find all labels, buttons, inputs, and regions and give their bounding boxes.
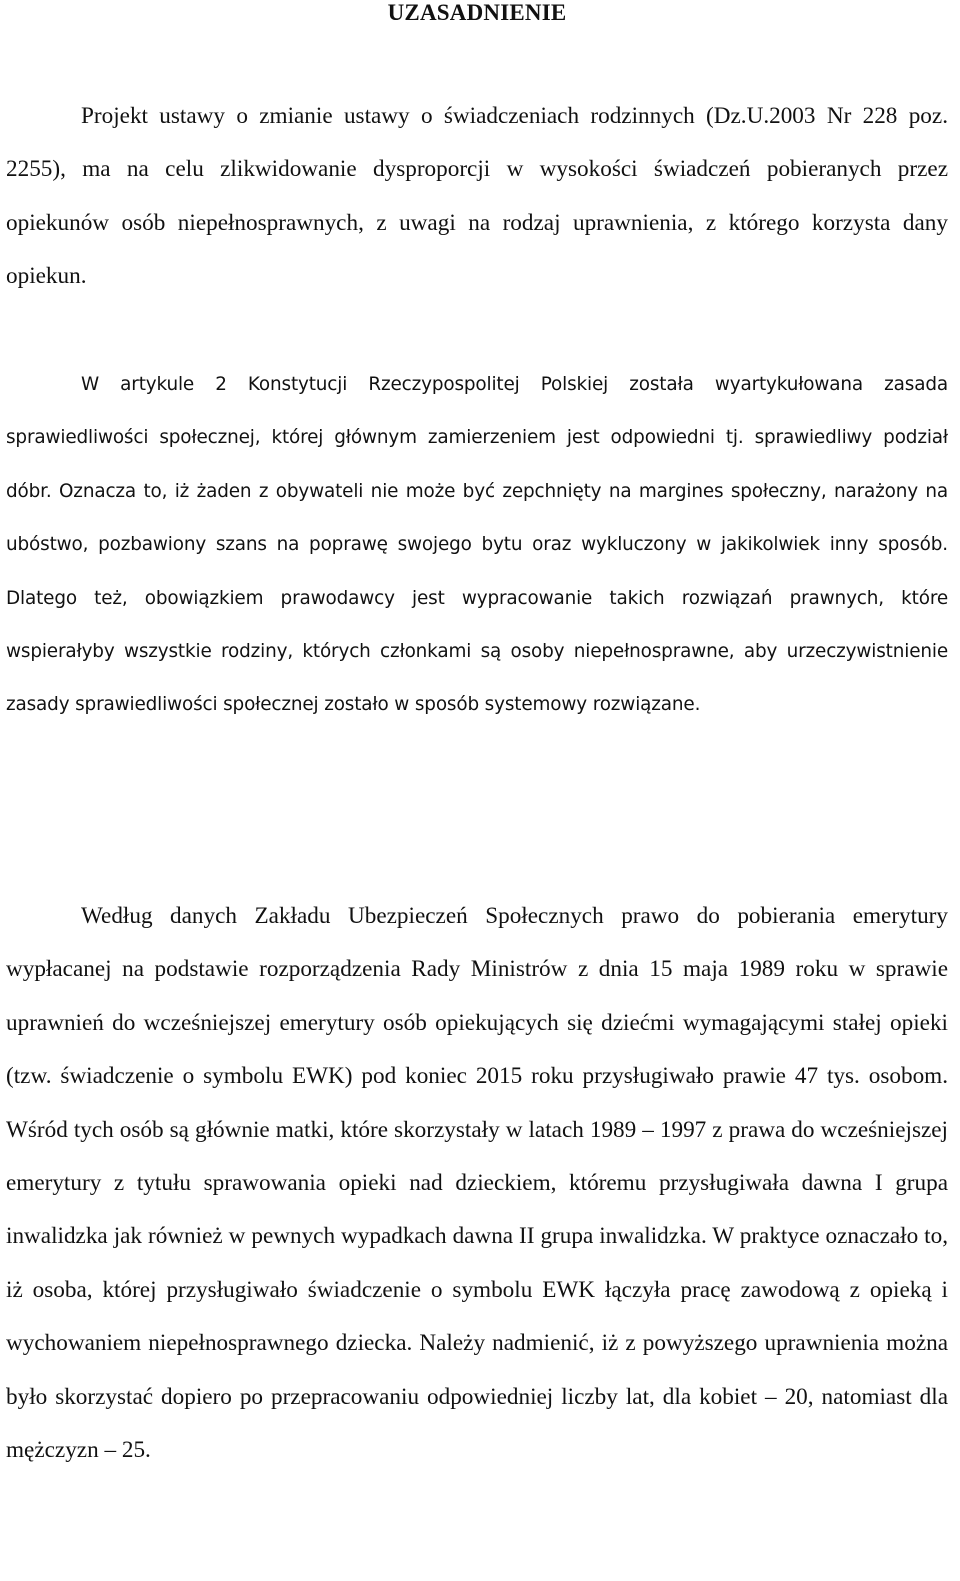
paragraph-2: W artykule 2 Konstytucji Rzeczypospolitej Polskiej została wyartykułowana zasada sprawiedliwości społecznej, której głównym zamierzeniem jest odpowiedni tj. sprawiedliwy podział dóbr. Oznacza to, iż żaden z obywateli nie może być zepchnięty na margines społeczny, narażony na ubóstwo, pozbawiony szans na poprawę swojego bytu oraz wykluczony w jakikolwiek inny sposób. Dlatego też, obowiązkiem prawodawcy jest wypracowanie takich rozwiązań prawnych, które wspierałyby wszystkie rodziny, których członkami są osoby niepełnosprawne, aby urzeczywistnienie zasady sprawiedliwości społecznej zostało w sposób systemowy rozwiązane.	[6, 374, 948, 716]
paragraph-3: Według danych Zakładu Ubezpieczeń Społecznych prawo do pobierania emerytury wypłacanej na podstawie rozporządzenia Rady Ministrów z dnia 15 maja 1989 roku w sprawie uprawnień do wcześniejszej emerytury osób opiekujących się dziećmi wymagającymi stałej opieki (tzw. świadczenie o symbolu EWK) pod koniec 2015 roku przysługiwało prawie 47 tys. osobom. Wśród tych osób są głównie matki, które skorzystały w latach 1989 – 1997 z prawa do wcześniejszej emerytury z tytułu sprawowania opieki nad dzieckiem, któremu przysługiwała dawna I grupa inwalidzka jak również w pewnych wypadkach dawna II grupa inwalidzka. W praktyce oznaczało to, iż osoba, której przysługiwało świadczenie o symbolu EWK łączyła pracę zawodową z opieką i wychowaniem niepełnosprawnego dziecka. Należy nadmienić, iż z powyższego uprawnienia można było skorzystać dopiero po przepracowaniu odpowiedniej liczby lat, dla kobiet – 20, natomiast dla mężczyzn – 25.	[6, 903, 948, 1464]
document-page	[6, 0, 948, 1464]
document-title: UZASADNIENIE	[387, 0, 567, 25]
paragraph-1: Projekt ustawy o zmianie ustawy o świadczeniach rodzinnych (Dz.U.2003 Nr 228 poz. 2255), ma na celu zlikwidowanie dysproporcji w wysokości świadczeń pobieranych przez opiekunów osób niepełnosprawnych, z uwagi na rodzaj uprawnienia, z którego korzysta dany opiekun.	[6, 103, 948, 290]
